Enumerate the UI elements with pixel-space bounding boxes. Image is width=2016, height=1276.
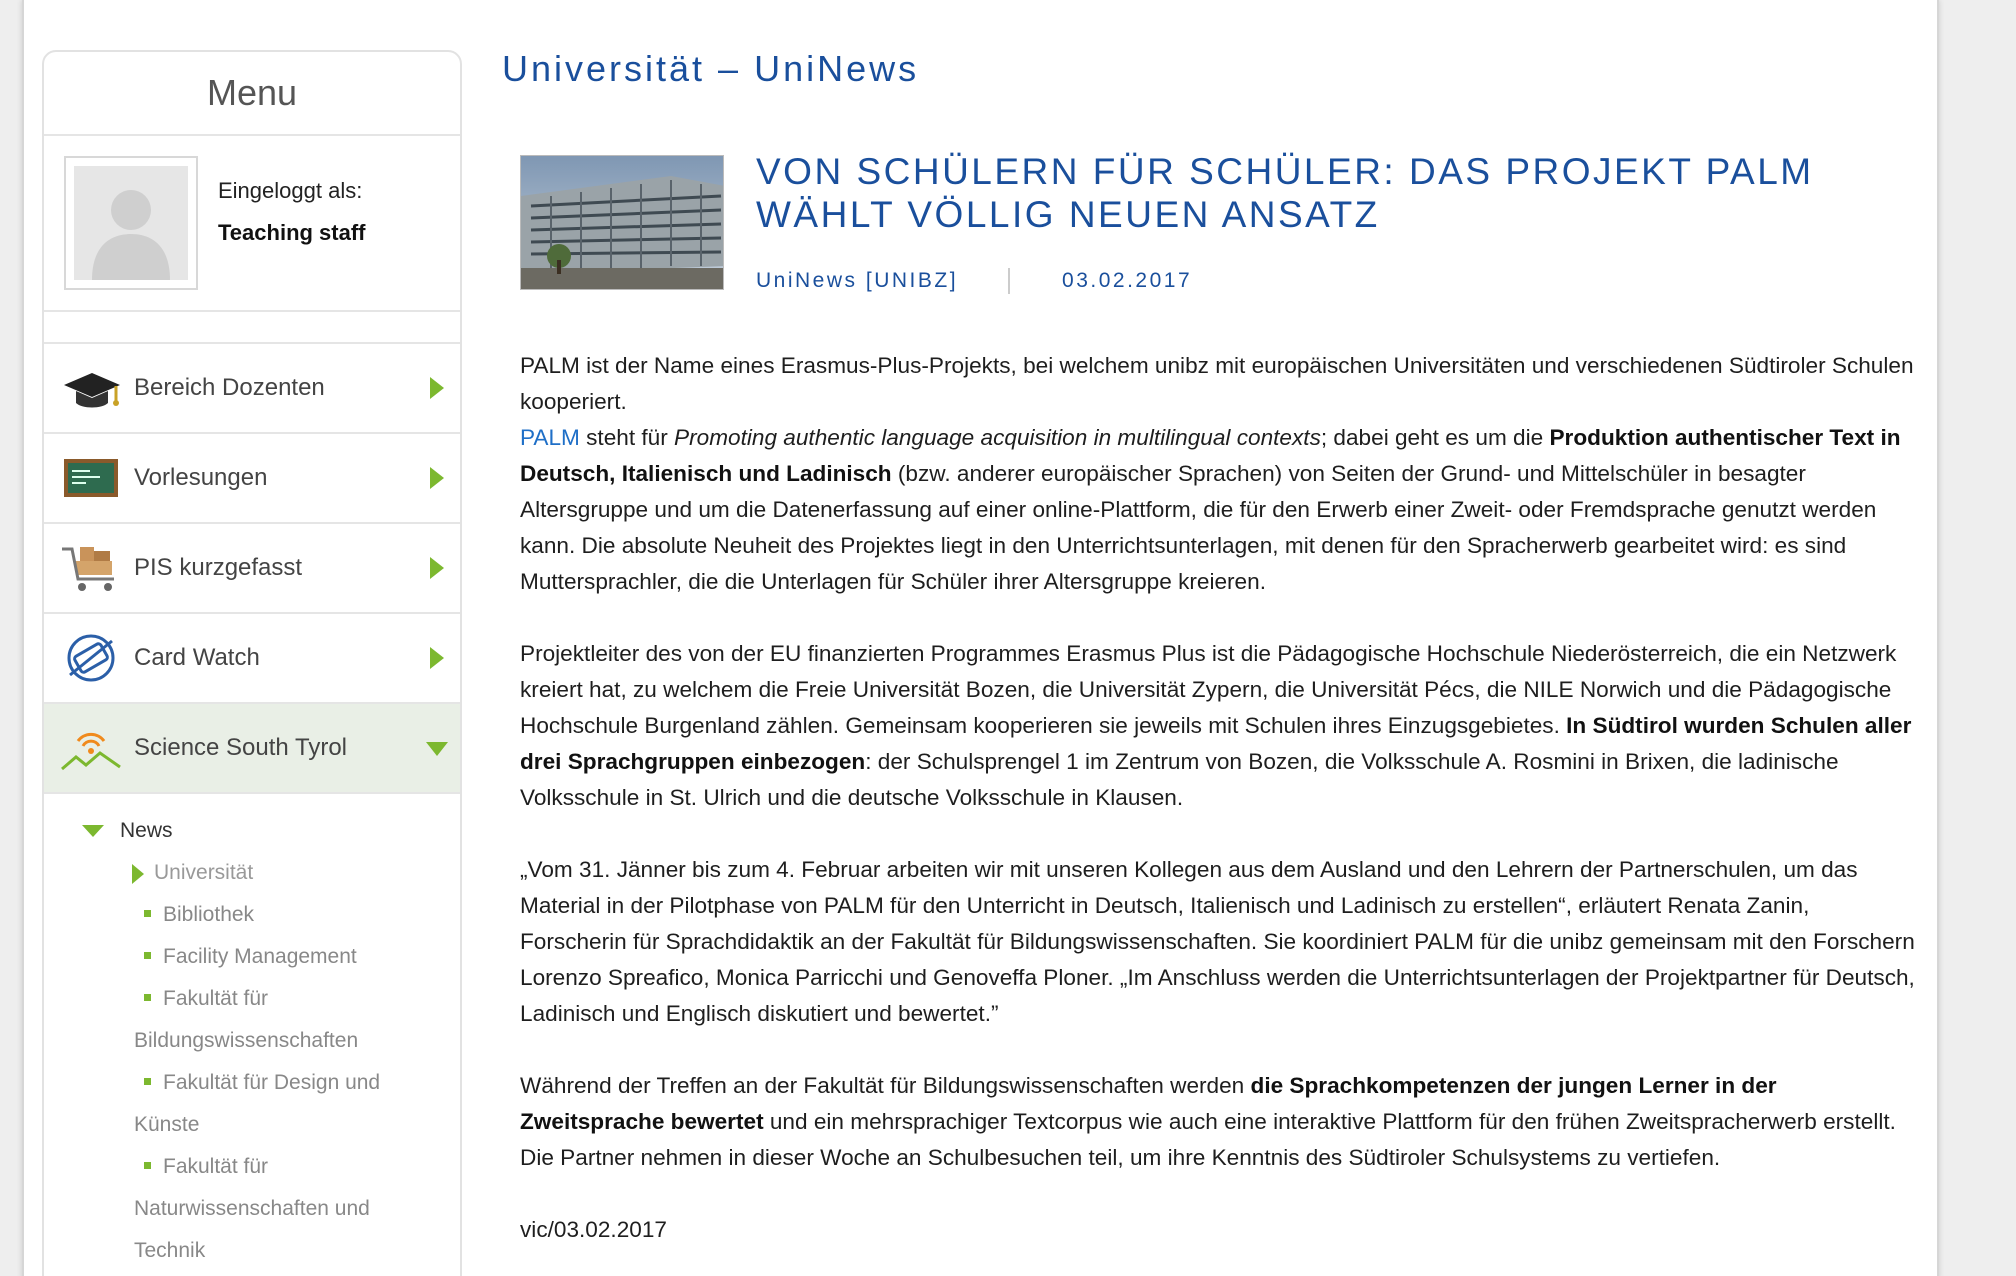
text-run: Produktion authentischer Text in Deutsch, Italienisch und Ladinisch: [520, 425, 1901, 486]
sub-item-label: Universität: [154, 861, 254, 884]
page-container: [22, 0, 1939, 1276]
menu-title: Menu: [44, 52, 460, 136]
sub-item-news[interactable]: [44, 810, 460, 852]
article-title-line: VON SCHÜLERN FÜR SCHÜLER: DAS PROJEKT PALM: [756, 151, 1814, 192]
text-run: (bzw. anderer europäischer Sprachen) von Seiten der Grund- und Mittelschüler in besagter Altersgruppe und um die Datenerfassung auf einer online-Plattform, die für den Erwerb einer Zweit- oder Fremdsprache genutzt werden kann. Die absolute Neuheit des Projektes liegt in den Unterrichtsunterlagen, mit denen für den Spracherwerb gearbeitet wird: es sind Muttersprachler, die die Unterlagen für Schüler ihrer Altersgruppe kreieren.: [520, 461, 1877, 594]
text-run: Promoting authentic language acquisition in multilingual contexts: [674, 425, 1321, 450]
article-meta: [756, 268, 1192, 294]
sub-item-label: Technik: [134, 1239, 206, 1262]
chevron-down-icon: [426, 742, 448, 756]
palm-link[interactable]: PALM: [520, 425, 580, 450]
text-run: und ein mehrsprachiger Textcorpus wie auch eine interaktive Plattform für den frühen Zweitspracherwerb erstellt. Die Partner nehmen in dieser Woche an Schulbesuchen teil, um ihre Kenntnis des Südtiroler Schulsystems zu vertiefen.: [520, 1109, 1896, 1170]
text-run: Während der Treffen an der Fakultät für Bildungswissenschaften werden: [520, 1073, 1251, 1098]
chalkboard-icon: [60, 453, 122, 503]
sub-item-bibliothek[interactable]: [44, 894, 460, 936]
sub-item-label: News: [120, 819, 173, 842]
divider: [44, 312, 460, 344]
text-run: steht für: [579, 425, 675, 450]
sidebar-item-label: Science South Tyrol: [134, 734, 348, 761]
sub-item-label: Naturwissenschaften und: [134, 1197, 370, 1220]
avatar[interactable]: [64, 156, 198, 290]
text-run: ; dabei geht es um die: [1320, 425, 1550, 450]
page-title: Universität – UniNews: [502, 48, 920, 89]
login-name: Teaching staff: [218, 220, 366, 245]
sub-item-label: Bibliothek: [163, 903, 255, 926]
chevron-right-icon: [430, 647, 444, 669]
text-run: : der Schulsprengel 1 im Zentrum von Bozen, die Volksschule A. Rosmini in Brixen, die ladinische Volksschule in St. Ulrich und die deutsche Volksschule in Klausen.: [520, 749, 1839, 810]
sub-item-label: Facility Management: [163, 945, 357, 968]
sub-item-label: Künste: [134, 1113, 200, 1136]
chevron-right-icon: [132, 864, 144, 884]
text-run: die Sprachkompetenzen der jungen Lerner in der Zweitsprache bewertet: [520, 1073, 1777, 1134]
paragraph: [520, 420, 1920, 600]
sidebar-item-label: Bereich Dozenten: [134, 374, 325, 401]
sub-item-fakultaet-natur[interactable]: [44, 1146, 460, 1272]
id-card-icon: [60, 633, 122, 683]
chevron-down-icon: [82, 825, 104, 837]
user-box: [44, 136, 460, 312]
sub-item-label: Bildungswissenschaften: [134, 1029, 359, 1052]
text-run: In Südtirol wurden Schulen aller drei Sprachgruppen einbezogen: [520, 713, 1912, 774]
login-label: Eingeloggt als:: [218, 178, 363, 203]
chevron-right-icon: [430, 557, 444, 579]
sidebar-item-vorlesungen[interactable]: [44, 434, 460, 524]
sidebar: [42, 50, 462, 1276]
graduation-cap-icon: [60, 363, 122, 413]
shopping-cart-icon: [60, 543, 122, 593]
article-date: 03.02.2017: [1062, 269, 1193, 292]
sidebar-item-pis-kurzgefasst[interactable]: [44, 524, 460, 614]
bullet-icon: [144, 994, 151, 1001]
bullet-icon: [144, 1162, 151, 1169]
sidebar-item-label: Vorlesungen: [134, 464, 268, 491]
chevron-right-icon: [430, 377, 444, 399]
sidebar-item-science-south-tyrol[interactable]: [44, 704, 460, 794]
paragraph: [520, 636, 1920, 816]
building-photo-icon: [521, 156, 724, 290]
divider: [1008, 268, 1010, 294]
paragraph: PALM ist der Name eines Erasmus-Plus-Projekts, bei welchem unibz mit europäischen Universitäten und verschiedenen Südtiroler Schulen kooperiert.: [520, 353, 1914, 414]
sub-item-fakultaet-bildung[interactable]: [44, 978, 460, 1062]
paragraph: „Vom 31. Jänner bis zum 4. Februar arbeiten wir mit unseren Kollegen aus dem Ausland und den Lehrern der Partnerschulen, um das Material in der Pilotphase von PALM für den Unterricht in Deutsch, Italienisch und Ladinisch zu erstellen“, erläutert Renata Zanin, Forscherin für Sprachdidaktik an der Fakultät für Bildungswissenschaften. Sie koordiniert PALM für die unibz gemeinsam mit den Forschern Lorenzo Spreafico, Monica Parricchi und Genoveffa Ploner. „Im Anschluss werden die Unterrichtsunterlagen der Projektpartner für Deutsch, Ladinisch und Englisch diskutiert und bewertet.”: [520, 857, 1915, 1026]
bullet-icon: [144, 1078, 151, 1085]
sidebar-item-card-watch[interactable]: [44, 614, 460, 704]
sub-item-facility-management[interactable]: [44, 936, 460, 978]
signal-mountain-icon: [60, 723, 122, 773]
sidebar-item-label: PIS kurzgefasst: [134, 554, 303, 581]
article-body: [520, 348, 1920, 1276]
sub-item-fakultaet-design[interactable]: [44, 1062, 460, 1146]
text-run: Projektleiter des von der EU finanzierten Programmes Erasmus Plus ist die Pädagogische Hochschule Niederösterreich, die ein Netzwerk kreiert hat, zu welchem die Freie Universität Bozen, die Universität Zypern, die Universität Pécs, die NILE Norwich und die Pädagogische Hochschule Burgenland zählen. Gemeinsam kooperieren sie jeweils mit Schulen ihres Einzugsgebietes.: [520, 641, 1897, 738]
sub-item-label: Fakultät für: [163, 987, 269, 1010]
user-silhouette-icon: [74, 166, 188, 280]
article-title[interactable]: [756, 150, 1896, 236]
sub-menu: [44, 794, 460, 1272]
sidebar-item-bereich-dozenten[interactable]: [44, 344, 460, 434]
sidebar-item-label: Card Watch: [134, 644, 260, 671]
bullet-icon: [144, 910, 151, 917]
article-source: UniNews [UNIBZ]: [756, 269, 959, 292]
sub-item-label: Fakultät für Design und: [163, 1071, 381, 1094]
signature: vic/03.02.2017: [520, 1217, 667, 1242]
paragraph: [520, 1068, 1920, 1176]
article-thumbnail[interactable]: [520, 155, 724, 290]
bullet-icon: [144, 952, 151, 959]
sub-item-label: Fakultät für: [163, 1155, 269, 1178]
sub-item-universitaet[interactable]: [44, 852, 460, 894]
article-title-line: WÄHLT VÖLLIG NEUEN ANSATZ: [756, 194, 1380, 235]
chevron-right-icon: [430, 467, 444, 489]
